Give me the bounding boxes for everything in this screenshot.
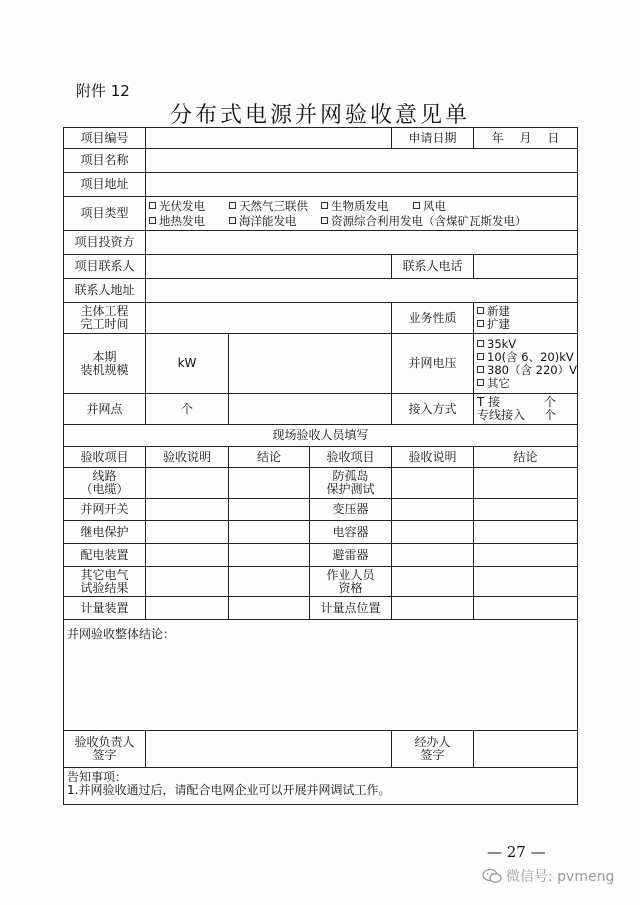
table-row: [64, 597, 578, 620]
inspection-lead-signature-field[interactable]: [146, 731, 392, 768]
kw-unit: kW: [177, 356, 197, 370]
type-option-ocean[interactable]: 海洋能发电: [229, 215, 321, 228]
handler-signature-field[interactable]: [474, 731, 578, 768]
header-desc-right: 验收说明: [392, 447, 474, 468]
business-nature-label: 业务性质: [392, 303, 474, 334]
inspect-item-anti-islanding: 防孤岛 保护测试: [310, 468, 392, 499]
completion-time-field[interactable]: [146, 303, 392, 334]
inspect-item-relay-protection: 继电保护: [64, 521, 146, 544]
project-name-field[interactable]: [146, 149, 578, 173]
project-type-label: 项目类型: [64, 197, 146, 231]
project-no-field[interactable]: [146, 128, 392, 149]
header-item-right: 验收项目: [310, 447, 392, 468]
project-type-options: [146, 197, 578, 231]
checkbox-icon: [229, 217, 236, 224]
inspect-item-staff-qualification: 作业人员 资格: [310, 567, 392, 597]
inspect-desc-cell[interactable]: [146, 597, 229, 620]
inspect-item-line: 线路 （电缆）: [64, 468, 146, 499]
checkbox-icon: [321, 202, 328, 209]
grid-point-label: 并网点: [64, 394, 146, 425]
checkbox-icon: [477, 379, 484, 386]
watermark: [482, 866, 614, 886]
header-item-left: 验收项目: [64, 447, 146, 468]
checkbox-icon: [477, 307, 484, 314]
table-row: [64, 521, 578, 544]
inspect-result-cell[interactable]: [229, 544, 310, 567]
watermark-text: 微信号: pvmeng: [506, 869, 615, 885]
checkbox-icon: [477, 320, 484, 327]
install-scale-label: 本期 装机规模: [64, 334, 146, 394]
project-address-field[interactable]: [146, 173, 578, 197]
contact-phone-field[interactable]: [474, 255, 578, 279]
grid-voltage-options: [474, 334, 578, 394]
access-mode-label: 接入方式: [392, 394, 474, 425]
contact-address-field[interactable]: [146, 279, 578, 303]
acceptance-form: [63, 127, 578, 805]
apply-date-field[interactable]: 年 月 日: [474, 128, 578, 149]
header-result-right: 结论: [474, 447, 578, 468]
type-option-wind[interactable]: 风电: [413, 200, 574, 213]
overall-conclusion-label: 并网验收整体结论：: [67, 627, 176, 641]
notes-section: [64, 768, 578, 805]
header-desc-left: 验收说明: [146, 447, 229, 468]
business-nature-options: [474, 303, 578, 334]
count-unit: 个: [180, 401, 193, 416]
inspect-desc-cell[interactable]: [392, 597, 474, 620]
table-row: [64, 567, 578, 597]
checkbox-icon: [477, 340, 484, 347]
install-scale-field[interactable]: [146, 334, 229, 394]
inspect-result-cell[interactable]: [474, 544, 578, 567]
voltage-option-other[interactable]: 其它: [477, 377, 574, 390]
inspect-item-other-tests: 其它电气 试验结果: [64, 567, 146, 597]
access-mode-options: [474, 394, 578, 425]
inspect-desc-cell[interactable]: [146, 567, 229, 597]
access-option-t[interactable]: T 接 个: [477, 395, 557, 409]
inspect-item-arrester: 避雷器: [310, 544, 392, 567]
business-option-expand[interactable]: 扩建: [477, 318, 574, 331]
type-option-resource-utilization[interactable]: 资源综合利用发电（含煤矿瓦斯发电）: [321, 215, 574, 228]
inspect-desc-cell[interactable]: [392, 521, 474, 544]
inspect-item-grid-switch: 并网开关: [64, 499, 146, 521]
inspect-result-cell[interactable]: [229, 468, 310, 499]
inspect-desc-cell[interactable]: [146, 544, 229, 567]
grid-point-blank[interactable]: [229, 394, 392, 425]
inspect-desc-cell[interactable]: [146, 468, 229, 499]
notes-title: 告知事项：: [67, 770, 128, 784]
business-option-new[interactable]: 新建: [477, 305, 574, 318]
project-name-label: 项目名称: [64, 149, 146, 173]
type-option-geothermal[interactable]: 地热发电: [149, 215, 229, 228]
inspect-result-cell[interactable]: [229, 521, 310, 544]
apply-date-label: 申请日期: [392, 128, 474, 149]
install-scale-blank[interactable]: [229, 334, 392, 394]
checkbox-icon: [149, 217, 156, 224]
grid-point-field[interactable]: [146, 394, 229, 425]
page-number: — 27 —: [487, 843, 546, 861]
inspect-result-cell[interactable]: [474, 521, 578, 544]
investor-label: 项目投资方: [64, 231, 146, 255]
inspect-item-transformer: 变压器: [310, 499, 392, 521]
contact-phone-label: 联系人电话: [392, 255, 474, 279]
investor-field[interactable]: [146, 231, 578, 255]
inspect-desc-cell[interactable]: [146, 499, 229, 521]
inspect-result-cell[interactable]: [474, 597, 578, 620]
wechat-icon: [482, 868, 502, 884]
inspect-desc-cell[interactable]: [392, 468, 474, 499]
checkbox-icon: [321, 217, 328, 224]
type-option-pv[interactable]: 光伏发电: [149, 200, 229, 213]
notes-item: 1.并网验收通过后，请配合电网企业可以开展并网调试工作。: [67, 783, 391, 797]
checkbox-icon: [229, 202, 236, 209]
inspection-lead-signature-label: 验收负责人 签字: [64, 731, 146, 768]
table-row: [64, 499, 578, 521]
table-row: [64, 468, 578, 499]
contact-label: 项目联系人: [64, 255, 146, 279]
project-no-label: 项目编号: [64, 128, 146, 149]
inspect-item-metering: 计量装置: [64, 597, 146, 620]
inspect-result-cell[interactable]: [474, 567, 578, 597]
contact-address-label: 联系人地址: [64, 279, 146, 303]
project-address-label: 项目地址: [64, 173, 146, 197]
page-title: 分布式电源并网验收意见单: [169, 103, 470, 128]
inspection-section-title: 现场验收人员填写: [64, 425, 578, 447]
voltage-option-10kv[interactable]: 10(含 6、20)kV: [477, 351, 574, 364]
attachment-label: 附件 12: [76, 82, 130, 100]
header-result-left: 结论: [229, 447, 310, 468]
inspect-result-cell[interactable]: [229, 597, 310, 620]
checkbox-icon: [413, 202, 420, 209]
grid-voltage-label: 并网电压: [392, 334, 474, 394]
inspect-item-distribution: 配电装置: [64, 544, 146, 567]
type-option-biomass[interactable]: 生物质发电: [321, 200, 413, 213]
overall-conclusion-field[interactable]: [64, 620, 578, 731]
inspect-desc-cell[interactable]: [146, 521, 229, 544]
inspect-desc-cell[interactable]: [392, 499, 474, 521]
inspect-item-capacitor: 电容器: [310, 521, 392, 544]
inspect-item-metering-point: 计量点位置: [310, 597, 392, 620]
inspect-desc-cell[interactable]: [392, 544, 474, 567]
type-option-gas-cchp[interactable]: 天然气三联供: [229, 200, 321, 213]
inspect-result-cell[interactable]: [474, 499, 578, 521]
checkbox-icon: [149, 202, 156, 209]
inspect-desc-cell[interactable]: [392, 567, 474, 597]
checkbox-icon: [477, 353, 484, 360]
voltage-option-380v[interactable]: 380（含 220）V: [477, 364, 574, 377]
access-option-dedicated[interactable]: 专线接入 个: [477, 408, 557, 422]
inspect-result-cell[interactable]: [474, 468, 578, 499]
inspect-result-cell[interactable]: [229, 499, 310, 521]
voltage-option-35kv[interactable]: 35kV: [477, 338, 574, 351]
contact-field[interactable]: [146, 255, 392, 279]
table-row: [64, 544, 578, 567]
handler-signature-label: 经办人 签字: [392, 731, 474, 768]
inspect-result-cell[interactable]: [229, 567, 310, 597]
completion-time-label: 主体工程 完工时间: [64, 303, 146, 334]
checkbox-icon: [477, 366, 484, 373]
